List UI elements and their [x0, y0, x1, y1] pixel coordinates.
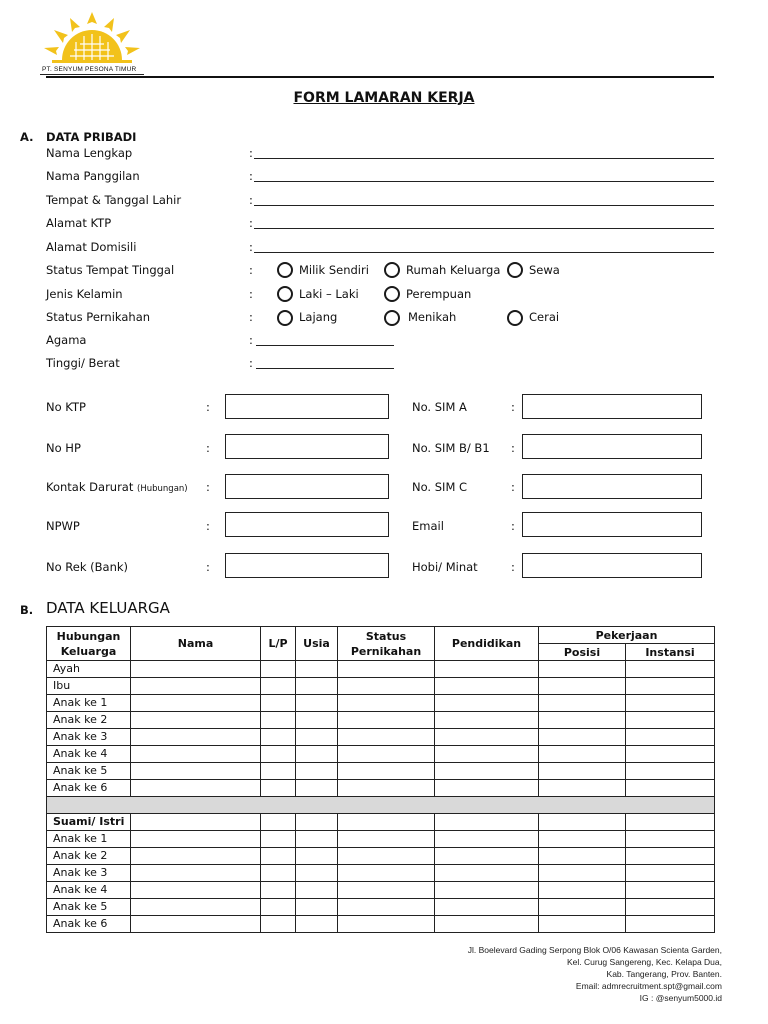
field-label-wrap	[46, 480, 188, 494]
table-cell[interactable]	[626, 831, 715, 848]
field-label: Alamat Domisili	[46, 240, 137, 254]
table-cell[interactable]	[261, 746, 296, 763]
sim-a-input[interactable]	[522, 394, 702, 419]
colon: :	[206, 519, 210, 533]
radio-lajang[interactable]	[277, 310, 293, 326]
table-cell[interactable]	[539, 661, 626, 678]
table-cell[interactable]	[626, 899, 715, 916]
table-cell[interactable]	[539, 729, 626, 746]
field-label: Status Tempat Tinggal	[46, 263, 175, 277]
colon: :	[249, 216, 253, 230]
field-sublabel: (Hubungan)	[137, 484, 188, 494]
table-cell[interactable]	[296, 848, 338, 865]
colon: :	[249, 356, 253, 370]
tempat-tanggal-lahir-input-line[interactable]	[254, 205, 714, 206]
table-cell[interactable]	[131, 899, 261, 916]
table-cell[interactable]	[131, 780, 261, 797]
sun-logo-icon	[40, 8, 144, 66]
table-cell[interactable]	[435, 712, 539, 729]
table-cell[interactable]	[296, 831, 338, 848]
table-cell[interactable]	[539, 848, 626, 865]
table-cell[interactable]	[261, 729, 296, 746]
table-cell[interactable]	[338, 712, 435, 729]
table-cell[interactable]	[296, 882, 338, 899]
option-label: Laki – Laki	[299, 287, 359, 301]
section-a-letter: A.	[20, 130, 34, 144]
table-cell[interactable]	[435, 661, 539, 678]
field-label: No. SIM B/ B1	[412, 441, 490, 455]
section-b-title: DATA KELUARGA	[46, 599, 170, 617]
row-label: Suami/ Istri	[47, 814, 131, 831]
row-label: Anak ke 5	[47, 763, 131, 780]
field-label: No. SIM A	[412, 400, 467, 414]
table-cell[interactable]	[626, 695, 715, 712]
table-cell[interactable]	[626, 678, 715, 695]
table-row	[47, 882, 715, 899]
col-header-pekerjaan: Pekerjaan	[539, 627, 715, 644]
table-cell[interactable]	[435, 746, 539, 763]
table-cell[interactable]	[131, 729, 261, 746]
table-cell[interactable]	[338, 746, 435, 763]
table-cell[interactable]	[296, 814, 338, 831]
radio-laki-laki[interactable]	[277, 286, 293, 302]
table-cell[interactable]	[131, 746, 261, 763]
table-cell[interactable]	[261, 712, 296, 729]
option-label: Milik Sendiri	[299, 263, 369, 277]
table-separator-row	[47, 797, 715, 814]
table-cell[interactable]	[261, 695, 296, 712]
table-cell[interactable]	[338, 763, 435, 780]
radio-milik-sendiri[interactable]	[277, 262, 293, 278]
table-cell[interactable]	[539, 814, 626, 831]
table-cell[interactable]	[435, 763, 539, 780]
row-label: Anak ke 6	[47, 780, 131, 797]
table-cell[interactable]	[296, 695, 338, 712]
table-cell[interactable]	[261, 848, 296, 865]
colon: :	[249, 169, 253, 183]
table-row	[47, 865, 715, 882]
no-hp-input[interactable]	[225, 434, 389, 459]
table-cell[interactable]	[435, 865, 539, 882]
table-cell[interactable]	[539, 763, 626, 780]
table-cell[interactable]	[435, 814, 539, 831]
table-row	[47, 695, 715, 712]
table-cell[interactable]	[435, 848, 539, 865]
table-cell[interactable]	[338, 661, 435, 678]
table-cell[interactable]	[131, 661, 261, 678]
table-cell[interactable]	[261, 814, 296, 831]
table-cell[interactable]	[539, 916, 626, 933]
table-cell[interactable]	[296, 678, 338, 695]
radio-perempuan[interactable]	[384, 286, 400, 302]
colon: :	[511, 560, 515, 574]
table-cell[interactable]	[131, 763, 261, 780]
hobi-input[interactable]	[522, 553, 702, 578]
table-cell[interactable]	[626, 729, 715, 746]
row-label: Anak ke 2	[47, 848, 131, 865]
row-label: Anak ke 4	[47, 882, 131, 899]
table-row	[47, 814, 715, 831]
colon: :	[511, 480, 515, 494]
col-header-hubungan: Hubungan Keluarga	[47, 627, 131, 661]
table-cell[interactable]	[435, 916, 539, 933]
table-cell[interactable]	[338, 780, 435, 797]
row-label: Ayah	[47, 661, 131, 678]
table-cell[interactable]	[539, 695, 626, 712]
option-label: Lajang	[299, 310, 338, 324]
no-rek-input[interactable]	[225, 553, 389, 578]
no-ktp-input[interactable]	[225, 394, 389, 419]
table-cell[interactable]	[435, 899, 539, 916]
npwp-input[interactable]	[225, 512, 389, 537]
field-label: No Rek (Bank)	[46, 560, 129, 574]
table-cell[interactable]	[261, 661, 296, 678]
table-row	[47, 729, 715, 746]
table-cell[interactable]	[131, 848, 261, 865]
field-label: NPWP	[46, 519, 80, 533]
row-label: Anak ke 4	[47, 746, 131, 763]
footer-line: Jl. Boelevard Gading Serpong Blok O/06 Kawasan Scienta Garden,	[467, 945, 722, 955]
footer-email: Email: admrecruitment.spt@gmail.com	[575, 981, 722, 991]
footer-instagram: IG : @senyum5000.id	[639, 993, 722, 1003]
table-cell[interactable]	[296, 746, 338, 763]
radio-menikah[interactable]	[384, 310, 400, 326]
table-row	[47, 661, 715, 678]
table-cell[interactable]	[626, 865, 715, 882]
table-cell[interactable]	[539, 780, 626, 797]
colon: :	[249, 263, 253, 277]
table-cell[interactable]	[261, 916, 296, 933]
table-cell[interactable]	[261, 763, 296, 780]
table-cell[interactable]	[261, 865, 296, 882]
colon: :	[249, 333, 253, 347]
table-cell[interactable]	[296, 729, 338, 746]
table-cell[interactable]	[626, 746, 715, 763]
table-cell[interactable]	[435, 678, 539, 695]
row-label: Anak ke 5	[47, 899, 131, 916]
separator-cell	[47, 797, 715, 814]
table-cell[interactable]	[296, 712, 338, 729]
section-b-letter: B.	[20, 603, 34, 617]
kontak-darurat-input[interactable]	[225, 474, 389, 499]
table-row	[47, 780, 715, 797]
field-label: Agama	[46, 333, 87, 347]
colon: :	[206, 480, 210, 494]
row-label: Ibu	[47, 678, 131, 695]
email-input[interactable]	[522, 512, 702, 537]
field-label: Nama Lengkap	[46, 146, 133, 160]
footer-address	[468, 944, 722, 1004]
table-cell[interactable]	[131, 865, 261, 882]
colon: :	[249, 287, 253, 301]
table-cell[interactable]	[539, 746, 626, 763]
table-cell[interactable]	[261, 678, 296, 695]
field-label: Nama Panggilan	[46, 169, 140, 183]
company-logo	[40, 8, 144, 74]
radio-cerai[interactable]	[507, 310, 523, 326]
table-cell[interactable]	[626, 763, 715, 780]
table-cell[interactable]	[539, 899, 626, 916]
section-a-title: DATA PRIBADI	[46, 130, 137, 144]
table-cell[interactable]	[131, 831, 261, 848]
row-label: Anak ke 2	[47, 712, 131, 729]
table-cell[interactable]	[296, 865, 338, 882]
field-label: No KTP	[46, 400, 86, 414]
row-label: Anak ke 1	[47, 831, 131, 848]
table-row	[47, 831, 715, 848]
table-cell[interactable]	[261, 882, 296, 899]
row-label: Anak ke 3	[47, 729, 131, 746]
option-label: Menikah	[408, 310, 457, 324]
colon: :	[249, 310, 253, 324]
colon: :	[511, 400, 515, 414]
header-rule	[46, 76, 714, 78]
table-row	[47, 712, 715, 729]
field-label: No HP	[46, 441, 81, 455]
col-header-pendidikan: Pendidikan	[435, 627, 539, 661]
agama-input-line[interactable]	[256, 345, 394, 346]
table-cell[interactable]	[131, 882, 261, 899]
table-cell[interactable]	[296, 780, 338, 797]
col-header-status: Status Pernikahan	[338, 627, 435, 661]
footer-line: Kel. Curug Sangereng, Kec. Kelapa Dua,	[567, 957, 722, 967]
col-header-posisi: Posisi	[539, 644, 626, 661]
table-cell[interactable]	[626, 661, 715, 678]
table-cell[interactable]	[131, 814, 261, 831]
field-label: Email	[412, 519, 444, 533]
table-cell[interactable]	[539, 712, 626, 729]
company-name: PT. SENYUM PESONA TIMUR	[42, 66, 137, 73]
field-label: No. SIM C	[412, 480, 468, 494]
table-cell[interactable]	[338, 865, 435, 882]
form-title: FORM LAMARAN KERJA	[293, 90, 475, 106]
table-cell[interactable]	[131, 678, 261, 695]
table-cell[interactable]	[338, 899, 435, 916]
col-header-lp: L/P	[261, 627, 296, 661]
radio-sewa[interactable]	[507, 262, 523, 278]
table-row	[47, 678, 715, 695]
table-row	[47, 763, 715, 780]
field-label: Tinggi/ Berat	[46, 356, 120, 370]
table-cell[interactable]	[435, 780, 539, 797]
colon: :	[249, 240, 253, 254]
table-cell[interactable]	[338, 814, 435, 831]
table-row	[47, 916, 715, 933]
table-cell[interactable]	[131, 916, 261, 933]
table-cell[interactable]	[539, 865, 626, 882]
field-label: Tempat & Tanggal Lahir	[46, 193, 182, 207]
table-cell[interactable]	[435, 882, 539, 899]
nama-lengkap-input-line[interactable]	[254, 158, 714, 159]
table-row	[47, 848, 715, 865]
table-cell[interactable]	[296, 661, 338, 678]
option-label: Perempuan	[406, 287, 472, 301]
footer-line: Kab. Tangerang, Prov. Banten.	[606, 969, 722, 979]
option-label: Cerai	[529, 310, 560, 324]
alamat-domisili-input-line[interactable]	[254, 252, 714, 253]
table-cell[interactable]	[626, 882, 715, 899]
table-cell[interactable]	[338, 729, 435, 746]
family-table	[46, 626, 715, 933]
field-label: Alamat KTP	[46, 216, 112, 230]
table-cell[interactable]	[539, 882, 626, 899]
table-cell[interactable]	[131, 695, 261, 712]
table-cell[interactable]	[261, 831, 296, 848]
nama-panggilan-input-line[interactable]	[254, 181, 714, 182]
table-cell[interactable]	[435, 695, 539, 712]
table-cell[interactable]	[626, 712, 715, 729]
option-label: Rumah Keluarga	[406, 263, 501, 277]
table-cell[interactable]	[435, 831, 539, 848]
colon: :	[249, 146, 253, 160]
table-cell[interactable]	[626, 916, 715, 933]
sim-c-input[interactable]	[522, 474, 702, 499]
colon: :	[206, 560, 210, 574]
col-header-instansi: Instansi	[626, 644, 715, 661]
table-cell[interactable]	[626, 814, 715, 831]
colon: :	[249, 193, 253, 207]
table-cell[interactable]	[338, 695, 435, 712]
colon: :	[511, 519, 515, 533]
table-cell[interactable]	[131, 712, 261, 729]
colon: :	[511, 441, 515, 455]
table-cell[interactable]	[626, 848, 715, 865]
table-cell[interactable]	[296, 916, 338, 933]
table-cell[interactable]	[435, 729, 539, 746]
table-cell[interactable]	[539, 678, 626, 695]
field-label: Kontak Darurat	[46, 480, 134, 494]
field-label: Status Pernikahan	[46, 310, 151, 324]
colon: :	[206, 400, 210, 414]
table-cell[interactable]	[296, 899, 338, 916]
sim-b-input[interactable]	[522, 434, 702, 459]
table-row	[47, 899, 715, 916]
table-cell[interactable]	[261, 780, 296, 797]
table-cell[interactable]	[539, 831, 626, 848]
table-cell[interactable]	[338, 882, 435, 899]
table-cell[interactable]	[338, 678, 435, 695]
row-label: Anak ke 6	[47, 916, 131, 933]
field-label: Hobi/ Minat	[412, 560, 478, 574]
colon: :	[206, 441, 210, 455]
table-row	[47, 746, 715, 763]
table-cell[interactable]	[338, 848, 435, 865]
radio-rumah-keluarga[interactable]	[384, 262, 400, 278]
field-label: Jenis Kelamin	[46, 287, 123, 301]
row-label: Anak ke 1	[47, 695, 131, 712]
table-cell[interactable]	[261, 899, 296, 916]
table-cell[interactable]	[338, 916, 435, 933]
row-label: Anak ke 3	[47, 865, 131, 882]
table-cell[interactable]	[338, 831, 435, 848]
tinggi-berat-input-line[interactable]	[256, 368, 394, 369]
table-cell[interactable]	[296, 763, 338, 780]
logo-underline	[40, 74, 144, 75]
alamat-ktp-input-line[interactable]	[254, 228, 714, 229]
table-cell[interactable]	[626, 780, 715, 797]
col-header-usia: Usia	[296, 627, 338, 661]
col-header-nama: Nama	[131, 627, 261, 661]
option-label: Sewa	[529, 263, 560, 277]
